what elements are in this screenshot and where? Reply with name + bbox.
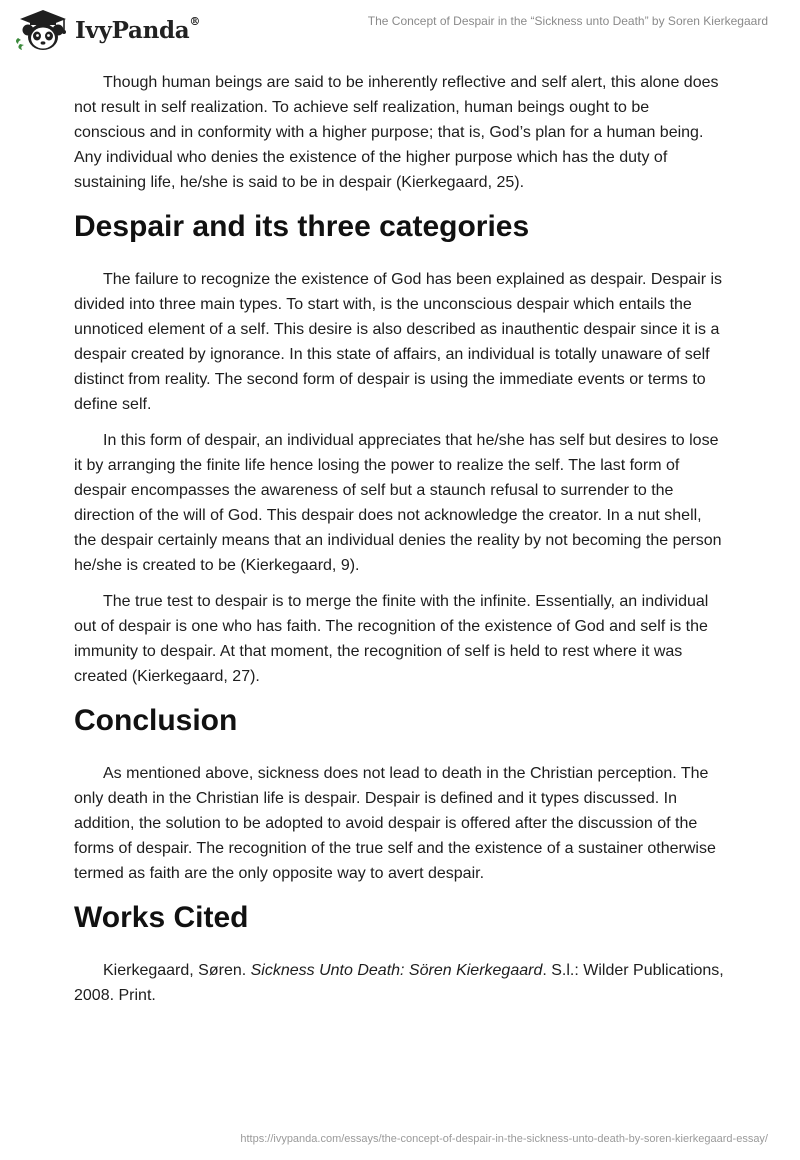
section-heading-works-cited: Works Cited bbox=[74, 901, 249, 934]
citation-title: Sickness Unto Death: Sören Kierkegaard bbox=[250, 962, 543, 979]
intro-paragraph: Though human beings are said to be inherently reflective and self alert, this alone does not result in self realization. To achieve self realization, human beings ought to be conscious and in conformity with a higher purpose; that is, God’s plan for a human being. Any individual who denies the existence of the higher purpose which has the duty of sustaining life, he/she is said to be in despair (Kierkegaard, 25). bbox=[74, 74, 719, 191]
paragraph: The failure to recognize the existence of God has been explained as despair. Despair is divided into three main types. To start with, is the unconscious despair which entails the unnoticed element of a self. This desire is also described as inauthentic despair since it is a despair created by ignorance. In this state of affairs, an individual is totally unaware of self distinct from reality. The second form of despair is using the immediate events or terms to define self. bbox=[74, 271, 723, 413]
panda-icon bbox=[14, 8, 72, 52]
paragraph: In this form of despair, an individual appreciates that he/she has self but desires to lose it by arranging the finite life hence losing the power to realize the self. The last form of despair encompasses the awareness of self but a staunch refusal to surrender to the direction of the will of God. This despair does not acknowledge the creator. In a nut shell, the despair certainly means that an individual denies the reality by not becoming the person he/she is created to be (Kierkegaard, 9). bbox=[74, 432, 722, 574]
citation-author: Kierkegaard, Søren. bbox=[103, 962, 251, 979]
citation-entry bbox=[74, 958, 724, 1008]
paragraph: As mentioned above, sickness does not lead to death in the Christian perception. The only death in the Christian life is despair. Despair is defined and it types discussed. In addition, the solution to be adopted to avoid despair is offered after the discussion of the forms of despair. The recognition of the true self and the existence of a sustainer otherwise termed as faith are the only opposite way to avert despair. bbox=[74, 765, 716, 882]
logo-text: IvyPanda® bbox=[75, 14, 201, 44]
source-url[interactable]: https://ivypanda.com/essays/the-concept-of-despair-in-the-sickness-unto-death-by-soren-kierkegaard-essay/ bbox=[240, 1133, 768, 1145]
essay-content bbox=[74, 70, 724, 1019]
document-title: The Concept of Despair in the “Sickness unto Death” by Soren Kierkegaard bbox=[367, 14, 768, 28]
ivypanda-logo[interactable] bbox=[14, 8, 200, 52]
paragraph: The true test to despair is to merge the finite with the infinite. Essentially, an individual out of despair is one who has faith. The recognition of the existence of God and self is the immunity to despair. At that moment, the recognition of self is held to rest where it was created (Kierkegaard, 27). bbox=[74, 593, 709, 685]
citation-publication: . S.l.: Wilder Publications, 2008. Print. bbox=[74, 962, 724, 1004]
section-heading-conclusion: Conclusion bbox=[74, 704, 238, 737]
page-header bbox=[0, 0, 800, 60]
section-heading-despair-categories: Despair and its three categories bbox=[74, 210, 530, 243]
